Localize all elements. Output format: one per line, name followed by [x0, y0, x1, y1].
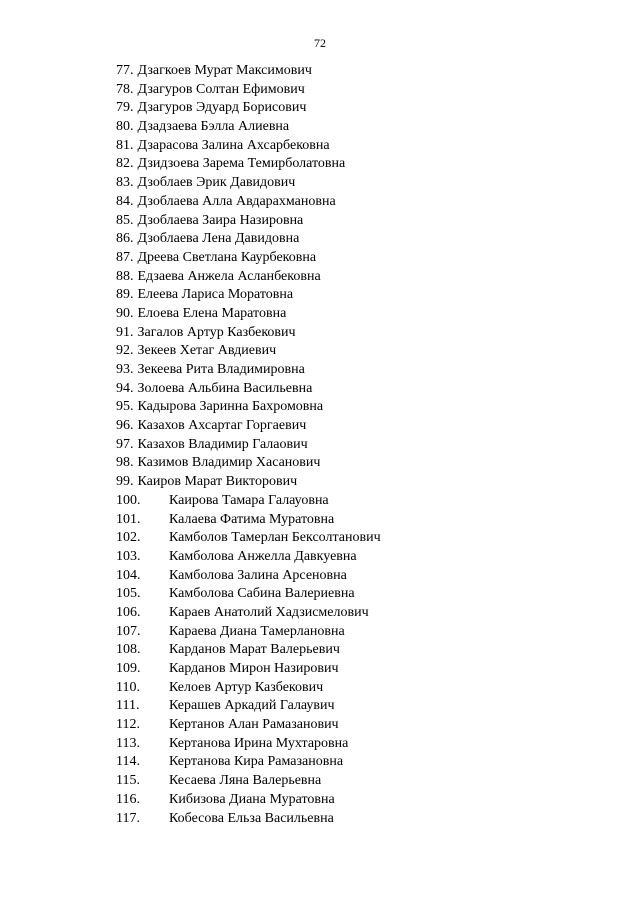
list-item-name: Дзадзаева Бэлла Алиевна	[137, 119, 290, 135]
list-item	[116, 342, 381, 361]
list-item-number: 117.	[116, 810, 140, 826]
list-item-name: Кертанова Кира Рамазановна	[169, 754, 344, 770]
list-item	[116, 118, 381, 137]
list-item-number: 78.	[116, 81, 134, 97]
list-item-number: 79.	[116, 100, 134, 116]
list-item-name: Камболова Анжелла Давкуевна	[169, 548, 357, 564]
list-item-name: Золоева Альбина Васильевна	[137, 380, 313, 396]
list-item	[116, 436, 381, 455]
list-item-number: 111.	[116, 698, 140, 714]
list-item	[116, 155, 381, 174]
list-item	[116, 697, 381, 716]
list-item	[116, 548, 381, 567]
list-item-name: Кобесова Ельза Васильевна	[169, 810, 334, 826]
list-item-number: 104.	[116, 567, 141, 583]
list-item	[116, 660, 381, 679]
list-item	[116, 249, 381, 268]
list-item	[116, 511, 381, 530]
list-item	[116, 81, 381, 100]
list-item	[116, 567, 381, 586]
list-item-name: Камболова Залина Арсеновна	[169, 567, 347, 583]
list-item	[116, 398, 381, 417]
list-item-number: 107.	[116, 623, 141, 639]
list-item-name: Дзагуров Солтан Ефимович	[137, 81, 305, 97]
list-item	[116, 174, 381, 193]
list-item-name: Зекеев Хетаг Авдиевич	[137, 343, 277, 359]
list-item-number: 109.	[116, 661, 141, 676]
list-item	[116, 99, 381, 118]
list-item	[116, 735, 381, 754]
list-item-number: 98.	[116, 455, 134, 471]
list-item-name: Казахов Владимир Галаович	[137, 436, 308, 452]
list-item-number: 77.	[116, 63, 134, 78]
list-item-name: Кибизова Диана Муратовна	[169, 791, 335, 807]
list-item-name: Кесаева Ляна Валерьевна	[169, 773, 322, 789]
list-item-number: 90.	[116, 305, 134, 321]
list-item-name: Дзарасова Залина Ахсарбековна	[137, 137, 330, 153]
list-item-number: 99.	[116, 474, 134, 490]
list-item-name: Дзоблаев Эрик Давидович	[137, 175, 296, 191]
list-item-number: 100.	[116, 492, 141, 508]
list-item	[116, 641, 381, 660]
list-item-number: 83.	[116, 175, 134, 191]
list-item-number: 97.	[116, 436, 134, 452]
list-item-number: 87.	[116, 249, 134, 265]
list-item-number: 106.	[116, 604, 141, 620]
list-item-name: Кертанова Ирина Мухтаровна	[169, 735, 349, 751]
list-item-name: Дзидзоева Зарема Темирболатовна	[137, 156, 346, 172]
list-item-number: 92.	[116, 343, 134, 359]
list-item-name: Елеева Лариса Моратовна	[137, 287, 294, 303]
list-item	[116, 62, 381, 81]
list-item	[116, 585, 381, 604]
list-item-name: Каирова Тамара Галауовна	[169, 492, 329, 508]
list-item-number: 108.	[116, 642, 141, 658]
list-item	[116, 810, 381, 829]
list-item-number: 89.	[116, 287, 134, 303]
list-item-number: 86.	[116, 231, 134, 247]
list-item-name: Дзоблаева Алла Авдарахмановна	[137, 193, 336, 209]
list-item-name: Кертанов Алан Рамазанович	[169, 717, 339, 733]
list-item	[116, 286, 381, 305]
list-item-number: 113.	[116, 735, 140, 751]
list-item-name: Келоев Артур Казбекович	[169, 679, 324, 695]
list-item-number: 81.	[116, 137, 134, 153]
list-item-name: Дзоблаева Заира Назировна	[137, 212, 304, 228]
list-item-number: 103.	[116, 548, 141, 564]
list-item-name: Загалов Артур Казбекович	[137, 324, 296, 340]
list-item-number: 96.	[116, 418, 134, 434]
list-item-name: Каиров Марат Викторович	[137, 474, 298, 490]
list-item-number: 93.	[116, 362, 134, 377]
page-number: 72	[314, 36, 326, 50]
list-item	[116, 268, 381, 287]
list-item-number: 112.	[116, 717, 140, 733]
list-item-name: Камболова Сабина Валериевна	[169, 586, 355, 602]
list-item	[116, 529, 381, 548]
list-item-number: 82.	[116, 156, 134, 172]
list-item-name: Казахов Ахсартаг Горгаевич	[137, 418, 307, 434]
list-item	[116, 361, 381, 380]
list-item	[116, 305, 381, 324]
list-item-name: Камболов Тамерлан Бексолтанович	[169, 530, 381, 546]
list-item-name: Дзагуров Эдуард Борисович	[137, 100, 307, 116]
list-item	[116, 193, 381, 212]
list-item-name: Едзаева Анжела Асланбековна	[137, 268, 321, 284]
list-item	[116, 137, 381, 156]
list-item	[116, 380, 381, 399]
list-item-name: Караева Диана Тамерлановна	[169, 623, 345, 639]
list-item-number: 105.	[116, 586, 141, 602]
list-item-name: Дреева Светлана Каурбековна	[137, 249, 317, 265]
list-item-number: 80.	[116, 119, 134, 135]
list-item-name: Карданов Мирон Назирович	[169, 661, 339, 676]
list-item	[116, 454, 381, 473]
list-item	[116, 604, 381, 623]
list-item-number: 91.	[116, 324, 134, 340]
list-item-number: 95.	[116, 399, 134, 415]
list-item	[116, 772, 381, 791]
list-item	[116, 623, 381, 642]
list-item-name: Калаева Фатима Муратовна	[169, 511, 335, 527]
list-item-number: 88.	[116, 268, 134, 284]
list-item-number: 116.	[116, 791, 140, 807]
list-item-name: Дзоблаева Лена Давидовна	[137, 231, 300, 247]
list-item-number: 84.	[116, 193, 134, 209]
list-item-name: Караев Анатолий Хадзисмелович	[169, 604, 369, 620]
list-item-number: 114.	[116, 754, 140, 770]
list-item	[116, 473, 381, 492]
list-item-name: Карданов Марат Валерьевич	[169, 642, 340, 658]
list-item-number: 101.	[116, 511, 141, 527]
list-item	[116, 230, 381, 249]
list-item-name: Дзагкоев Мурат Максимович	[137, 63, 312, 78]
list-item-number: 110.	[116, 679, 140, 695]
list-item-name: Кадырова Заринна Бахромовна	[137, 399, 324, 415]
list-item-name: Зекеева Рита Владимировна	[137, 362, 305, 377]
list-item	[116, 716, 381, 735]
name-list	[116, 62, 381, 828]
list-item	[116, 212, 381, 231]
list-item	[116, 492, 381, 511]
list-item	[116, 324, 381, 343]
list-item-name: Казимов Владимир Хасанович	[137, 455, 321, 471]
list-item-number: 85.	[116, 212, 134, 228]
list-item	[116, 679, 381, 698]
list-item-name: Керашев Аркадий Галаувич	[169, 698, 335, 714]
list-item-number: 115.	[116, 773, 140, 789]
list-item	[116, 417, 381, 436]
list-item	[116, 753, 381, 772]
list-item-number: 102.	[116, 530, 141, 546]
list-item	[116, 791, 381, 810]
list-item-name: Елоева Елена Маратовна	[137, 305, 287, 321]
list-item-number: 94.	[116, 380, 134, 396]
